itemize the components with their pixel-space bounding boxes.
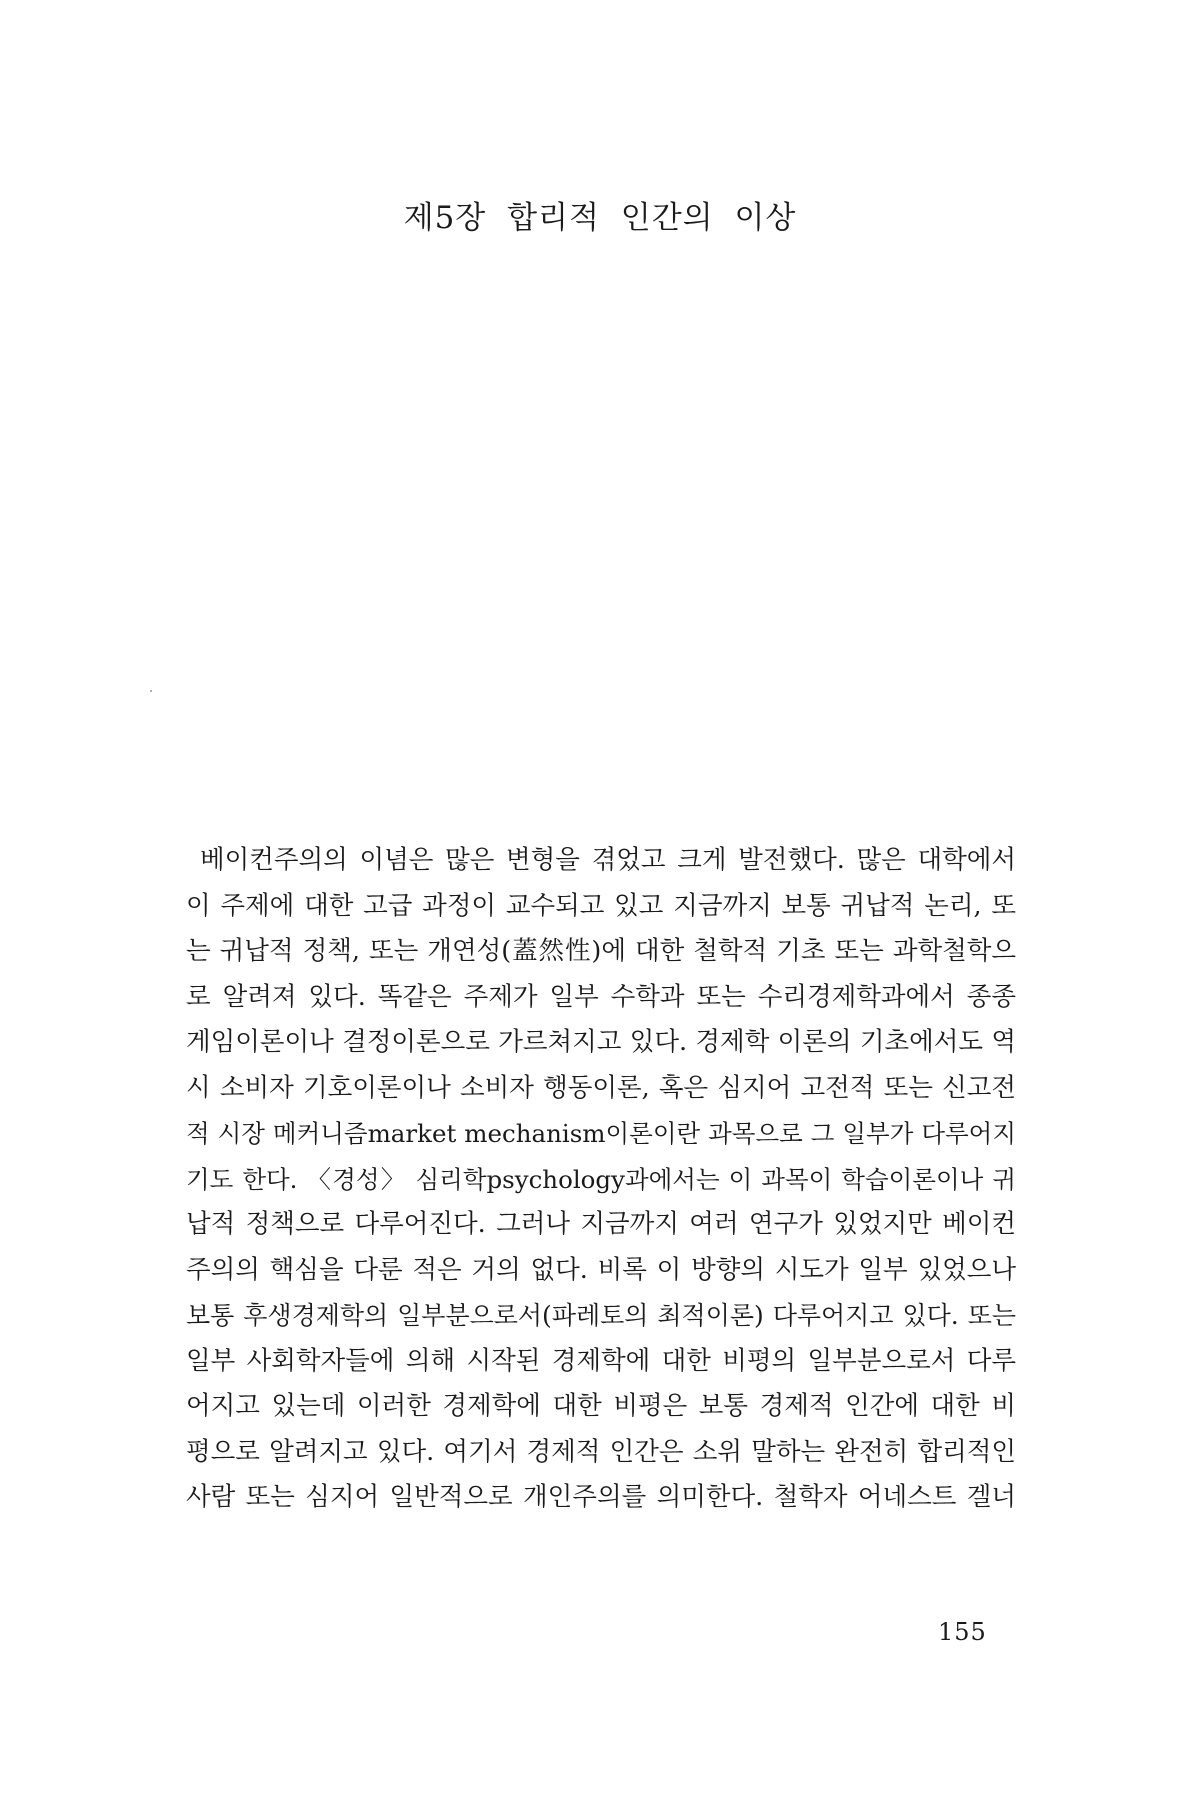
scan-speck [150,690,152,692]
body-line: 납적 정책으로 다루어진다. 그러나 지금까지 여러 연구가 있었지만 베이컨 [186,1209,1016,1239]
chapter-title: 제5장 합리적 인간의 이상 [403,200,797,236]
page-number: 155 [938,1618,987,1646]
body-line: 보통 후생경제학의 일부분으로서(파레토의 최적이론) 다루어지고 있다. 또는 [186,1301,1016,1330]
body-line: 평으로 알려지고 있다. 여기서 경제적 인간은 소위 말하는 완전히 합리적인 [186,1436,1016,1467]
body-line: 사람 또는 심지어 일반적으로 개인주의를 의미한다. 철학자 어네스트 겔너 [186,1482,1016,1512]
body-line: 일부 사회학자들에 의해 시작된 경제학에 대한 비평의 일부분으로서 다루 [186,1345,1016,1376]
body-paragraph [186,838,1016,1521]
body-line: 로 알려져 있다. 똑같은 주제가 일부 수학과 또는 수리경제학과에서 종종 [186,981,1016,1012]
body-line: 게임이론이나 결정이론으로 가르쳐지고 있다. 경제학 이론의 기초에서도 역 [186,1027,1016,1057]
body-line: 어지고 있는데 이러한 경제학에 대한 비평은 보통 경제적 인간에 대한 비 [186,1391,1016,1421]
body-line: 베이컨주의의 이념은 많은 변형을 겪었고 크게 발전했다. 많은 대학에서 [200,845,1016,875]
body-line: 기도 한다. 〈경성〉 심리학psychology과에서는 이 과목이 학습이론이나 귀 [186,1164,1016,1194]
body-line: 이 주제에 대한 고급 과정이 교수되고 있고 지금까지 보통 귀납적 논리, 또 [186,890,1016,921]
body-line: 는 귀납적 정책, 또는 개연성(蓋然性)에 대한 철학적 기초 또는 과학철학으 [186,936,1016,966]
body-line: 적 시장 메커니즘market mechanism이론이란 과목으로 그 일부가 다루어지 [186,1119,1016,1148]
body-line: 시 소비자 기호이론이나 소비자 행동이론, 혹은 심지어 고전적 또는 신고전 [186,1072,1016,1103]
body-line: 주의의 핵심을 다룬 적은 거의 없다. 비록 이 방향의 시도가 일부 있었으나 [186,1254,1016,1285]
